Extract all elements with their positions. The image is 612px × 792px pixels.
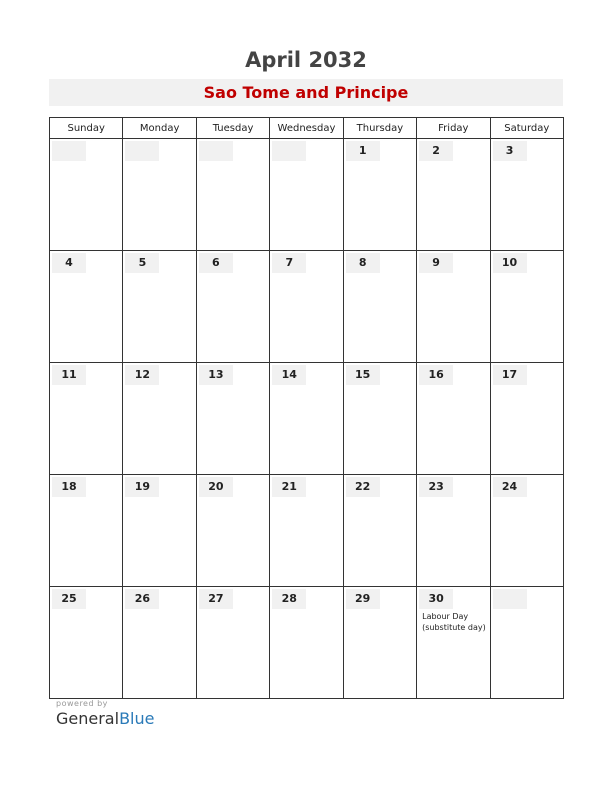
calendar-day-cell [123, 475, 196, 587]
weekday-header: Monday [123, 118, 196, 139]
day-number: 22 [346, 477, 380, 497]
calendar-day-cell [196, 475, 269, 587]
day-number: 19 [125, 477, 159, 497]
calendar-day-cell [196, 251, 269, 363]
day-number: 25 [52, 589, 86, 609]
calendar-day-cell [270, 363, 343, 475]
day-number [272, 141, 306, 161]
day-number: 12 [125, 365, 159, 385]
day-number [125, 141, 159, 161]
day-number: 30 [419, 589, 453, 609]
day-number: 13 [199, 365, 233, 385]
calendar-day-cell [196, 363, 269, 475]
day-number: 6 [199, 253, 233, 273]
calendar-day-cell [50, 587, 123, 699]
page-title: April 2032 [245, 48, 367, 72]
calendar-day-cell [50, 363, 123, 475]
calendar-day-cell [417, 475, 490, 587]
powered-by-text: powered by [56, 699, 108, 708]
day-number [199, 141, 233, 161]
day-number: 23 [419, 477, 453, 497]
calendar-day-cell [490, 363, 563, 475]
calendar-day-cell [343, 251, 416, 363]
holiday-label: Labour Day (substitute day) [422, 612, 486, 632]
day-number: 20 [199, 477, 233, 497]
day-number: 26 [125, 589, 159, 609]
calendar-day-cell [270, 251, 343, 363]
calendar-day-cell [50, 139, 123, 251]
brand-general: General [56, 709, 120, 728]
calendar-day-cell [343, 139, 416, 251]
calendar-day-cell [270, 139, 343, 251]
calendar-day-cell [490, 251, 563, 363]
day-number: 15 [346, 365, 380, 385]
day-number: 4 [52, 253, 86, 273]
day-number: 9 [419, 253, 453, 273]
day-number: 8 [346, 253, 380, 273]
calendar-day-cell [123, 587, 196, 699]
calendar-day-cell [417, 251, 490, 363]
calendar-day-cell [490, 475, 563, 587]
brand-logo [56, 709, 154, 728]
day-number: 2 [419, 141, 453, 161]
calendar-week-row [50, 251, 564, 363]
calendar-day-cell [417, 587, 490, 699]
weekday-header: Thursday [343, 118, 416, 139]
weekday-header-row [50, 118, 564, 139]
calendar-day-cell [196, 139, 269, 251]
calendar-day-cell [196, 587, 269, 699]
calendar-week-row [50, 363, 564, 475]
weekday-header: Tuesday [196, 118, 269, 139]
day-number: 24 [493, 477, 527, 497]
day-number: 28 [272, 589, 306, 609]
day-number: 11 [52, 365, 86, 385]
calendar-grid [49, 117, 564, 699]
calendar-day-cell [123, 251, 196, 363]
day-number: 27 [199, 589, 233, 609]
day-number: 3 [493, 141, 527, 161]
day-number: 16 [419, 365, 453, 385]
day-number: 10 [493, 253, 527, 273]
footer-branding [56, 699, 154, 728]
calendar-day-cell [270, 587, 343, 699]
calendar-day-cell [490, 587, 563, 699]
calendar-day-cell [343, 363, 416, 475]
day-number [52, 141, 86, 161]
brand-blue: Blue [119, 709, 155, 728]
calendar-week-row [50, 139, 564, 251]
day-number: 5 [125, 253, 159, 273]
day-number: 29 [346, 589, 380, 609]
calendar-day-cell [417, 139, 490, 251]
calendar-day-cell [123, 363, 196, 475]
calendar-week-row [50, 587, 564, 699]
weekday-header: Wednesday [270, 118, 343, 139]
weekday-header: Friday [417, 118, 490, 139]
day-number: 21 [272, 477, 306, 497]
weekday-header: Saturday [490, 118, 563, 139]
day-number: 14 [272, 365, 306, 385]
day-number: 17 [493, 365, 527, 385]
calendar-day-cell [490, 139, 563, 251]
calendar-day-cell [343, 475, 416, 587]
day-number [493, 589, 527, 609]
calendar-day-cell [270, 475, 343, 587]
day-number: 1 [346, 141, 380, 161]
weekday-header: Sunday [50, 118, 123, 139]
calendar-day-cell [417, 363, 490, 475]
calendar-week-row [50, 475, 564, 587]
day-number: 7 [272, 253, 306, 273]
calendar-day-cell [50, 475, 123, 587]
calendar-day-cell [343, 587, 416, 699]
calendar-day-cell [123, 139, 196, 251]
calendar-day-cell [50, 251, 123, 363]
country-name: Sao Tome and Principe [49, 79, 563, 106]
day-number: 18 [52, 477, 86, 497]
